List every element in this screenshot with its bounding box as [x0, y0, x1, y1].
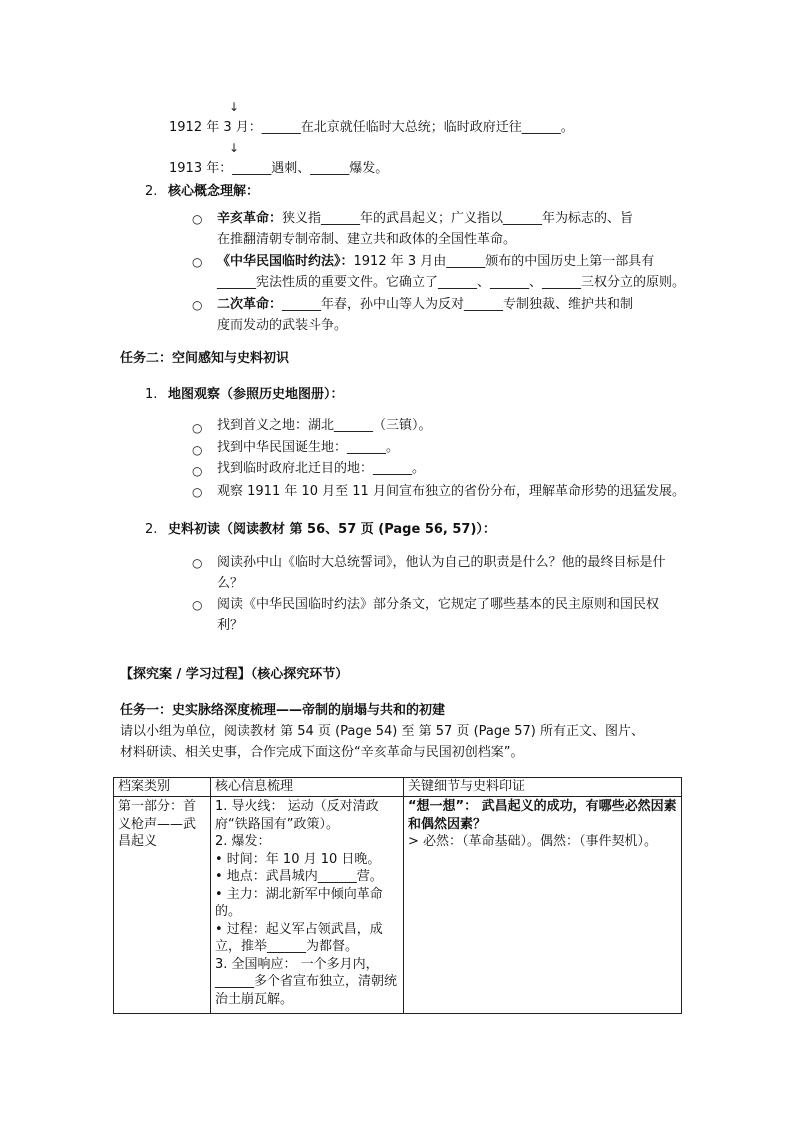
concept-term: 《中华民国临时约法》：	[217, 254, 354, 269]
column-header: 核心信息梳理	[211, 778, 404, 797]
map-number: 1.	[145, 387, 158, 402]
detail-cell	[404, 797, 682, 1014]
source-item: 阅读《中华民国临时约法》部分条文，它规定了哪些基本的民主原则和国民权利？	[217, 597, 660, 633]
bullet-circle-icon: ○	[192, 464, 203, 478]
sources-heading: 史料初读（阅读教材 第 56、57 页 (Page 56, 57)）：	[168, 522, 496, 537]
source-item: 阅读孙中山《临时大总统誓词》，他认为自己的职责是什么？他的最终目标是什么？	[217, 555, 666, 591]
concept-item	[217, 208, 687, 250]
info-line: • 主力：湖北新军中倾向革命的。	[215, 886, 383, 919]
info-line: 1. 导火线： 运动（反对清政府“铁路国有”政策）。	[215, 799, 379, 832]
bullet-circle-icon: ○	[192, 212, 203, 226]
concepts-number: 2.	[145, 184, 158, 199]
explore-header: 【探究案 / 学习过程】（核心探究环节）	[120, 667, 349, 682]
info-line: 2. 爆发：	[215, 834, 271, 849]
archive-table	[113, 777, 682, 1014]
concept-text: 1912 年 3 月由______颁布的中国历史上第一部具有	[353, 254, 655, 269]
timeline-1913: 1913 年：______遇刺、______爆发。	[169, 161, 389, 176]
task1-intro: 请以小组为单位，阅读教材 第 54 页 (Page 54) 至 第 57 页 (Page 57) 所有正文、图片、	[120, 724, 644, 739]
bullet-circle-icon: ○	[192, 255, 203, 269]
column-header: 关键细节与史料印证	[404, 778, 682, 797]
map-item: 观察 1911 年 10 月至 11 月间宣布独立的省份分布，理解革命形势的迅猛发展。	[217, 484, 685, 499]
sources-number: 2.	[145, 522, 158, 537]
info-cell	[211, 797, 404, 1014]
concept-term: 二次革命：	[217, 297, 283, 312]
concept-item	[217, 294, 687, 336]
detail-line: > 必然：（革命基础）。偶然：（事件契机）。	[408, 834, 658, 849]
category-cell: 第一部分：首义枪声——武昌起义	[114, 797, 211, 1014]
info-line: • 时间：年 10 月 10 日晚。	[215, 851, 381, 867]
info-line: • 地点：武昌城内______营。	[215, 869, 383, 884]
map-item: 找到临时政府北迁目的地：______。	[217, 461, 426, 476]
task1-intro: 材料研读、相关史事，合作完成下面这份“辛亥革命与民国初创档案”。	[120, 745, 524, 760]
timeline-1912: 1912 年 3 月：______在北京就任临时大总统；临时政府迁往______。	[169, 120, 574, 135]
concept-item	[217, 251, 687, 293]
map-item: 找到首义之地：湖北______（三镇）。	[217, 418, 432, 433]
info-line: • 过程：起义军占领武昌，成立，推举______为都督。	[215, 921, 383, 954]
concept-text: 度而发动的武装斗争。	[217, 318, 348, 333]
down-arrow-icon: ↓	[229, 100, 240, 114]
concept-term: 辛亥革命：	[217, 211, 283, 226]
map-heading: 地图观察（参照历史地图册）：	[168, 387, 344, 402]
table-header-row	[114, 778, 682, 797]
down-arrow-icon: ↓	[229, 141, 240, 155]
bullet-circle-icon: ○	[192, 598, 203, 612]
bullet-circle-icon: ○	[192, 485, 203, 499]
bullet-circle-icon: ○	[192, 443, 203, 457]
bullet-circle-icon: ○	[192, 421, 203, 435]
task2-title: 任务二：空间感知与史料初识	[120, 351, 290, 366]
table-row	[114, 797, 682, 1014]
concept-text: 狭义指______年的武昌起义；广义指以______年为标志的、旨	[282, 211, 634, 226]
detail-line: “想一想”： 武昌起义的成功，有哪些必然因素和偶然因素？	[408, 799, 677, 832]
column-header: 档案类别	[114, 778, 211, 797]
bullet-circle-icon: ○	[192, 298, 203, 312]
concepts-heading: 核心概念理解：	[168, 184, 260, 199]
concept-text: ______年春，孙中山等人为反对______专制独裁、维护共和制	[282, 297, 634, 312]
info-line: 3. 全国响应： 一个多月内，______多个省宣布独立，清朝统治土崩瓦解。	[215, 956, 398, 1007]
task1-title: 任务一：史实脉络深度梳理——帝制的崩塌与共和的初建	[120, 703, 446, 718]
bullet-circle-icon: ○	[192, 556, 203, 570]
concept-text: ______宪法性质的重要文件。它确立了______、______、______三权分立的原则。	[217, 275, 686, 290]
map-item: 找到中华民国诞生地：______。	[217, 440, 400, 455]
concept-text: 在推翻清朝专制帝制、建立共和政体的全国性革命。	[217, 232, 517, 247]
